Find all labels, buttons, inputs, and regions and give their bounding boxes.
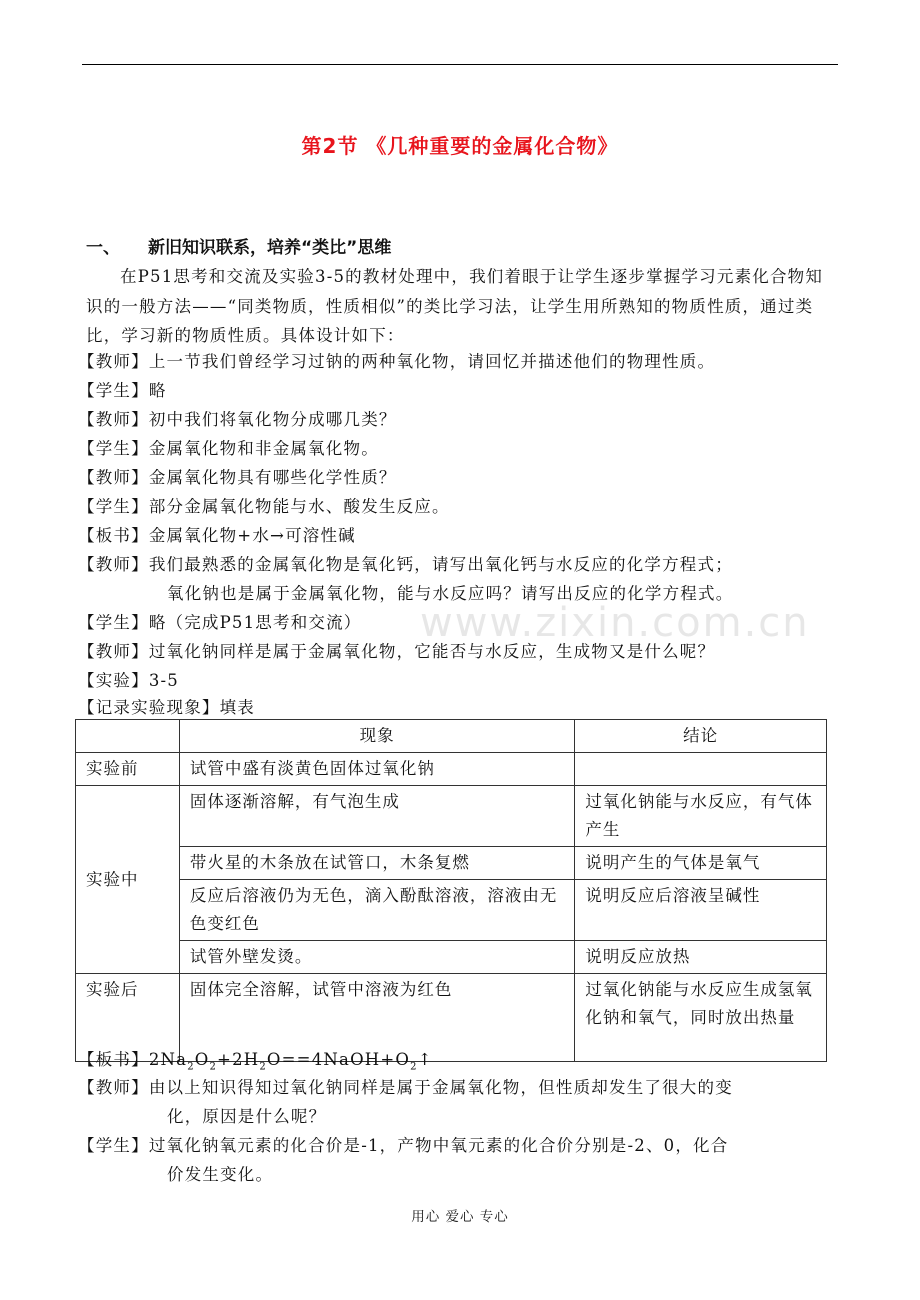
dialogue-continuation: 氧化钠也是属于金属氧化物，能与水反应吗？请写出反应的化学方程式。: [167, 584, 734, 603]
dialogue-tag: 【记录实验现象】: [78, 698, 220, 717]
table-header-cell: 结论: [575, 720, 827, 753]
equation-subscript: 2: [209, 1061, 218, 1073]
phenomenon-cell: 固体完全溶解，试管中溶液为红色: [179, 974, 574, 1062]
stage-cell: 实验后: [76, 974, 180, 1062]
dialogue-tag: 【学生】: [78, 381, 149, 400]
dialogue-tag: 【教师】: [78, 468, 149, 487]
dialogue-line: [78, 522, 356, 546]
experiment-table: [75, 719, 827, 1062]
dialogue-text: 上一节我们曾经学习过钠的两种氧化物，请回忆并描述他们的物理性质。: [148, 352, 716, 371]
dialogue-line: [78, 348, 715, 372]
dialogue-line: [78, 609, 362, 633]
equation-part: 2Na: [148, 1050, 188, 1069]
equation-part: O: [194, 1050, 210, 1069]
dialogue-text: 略（完成P51思考和交流）: [148, 613, 362, 632]
dialogue-tag: 【实验】: [78, 671, 149, 690]
phenomenon-cell: 带火星的木条放在试管口，木条复燃: [179, 847, 574, 880]
dialogue-text: 填表: [219, 698, 256, 717]
dialogue-text: 由以上知识得知过氧化钠同样是属于金属氧化物，但性质却发生了很大的变: [148, 1078, 733, 1097]
table-row: [76, 847, 827, 880]
dialogue-text: 金属氧化物具有哪些化学性质？: [148, 468, 397, 487]
page-title: 第2节 《几种重要的金属化合物》: [301, 134, 619, 158]
equation-part: O==4NaOH+O: [266, 1050, 411, 1069]
table-row: [76, 786, 827, 847]
conclusion-cell: 说明产生的气体是氧气: [575, 847, 827, 880]
section-number: 一、: [86, 238, 120, 258]
dialogue-tag: 【教师】: [78, 352, 149, 371]
dialogue-tag: 【学生】: [78, 439, 149, 458]
conclusion-cell: 过氧化钠能与水反应，有气体产生: [575, 786, 827, 847]
dialogue-line: [78, 667, 179, 691]
dialogue-continuation: 价发生变化。: [167, 1165, 274, 1184]
dialogue-line: [78, 638, 715, 662]
dialogue-text: 部分金属氧化物能与水、酸发生反应。: [148, 497, 450, 516]
dialogue-text: 金属氧化物+水→可溶性碱: [148, 526, 356, 545]
phenomenon-cell: 试管中盛有淡黄色固体过氧化钠: [179, 753, 574, 786]
dialogue-tag: 【教师】: [78, 1078, 149, 1097]
page-footer: 用心 爱心 专心: [411, 1209, 509, 1225]
dialogue-tag: 【学生】: [78, 613, 149, 632]
equation-part: +2H: [217, 1050, 260, 1069]
dialogue-text: 过氧化钠同样是属于金属氧化物，它能否与水反应，生成物又是什么呢？: [148, 642, 716, 661]
conclusion-cell: 说明反应放热: [575, 941, 827, 974]
dialogue-line: [78, 406, 397, 430]
equation-line: [78, 1046, 433, 1072]
dialogue-line: [78, 377, 167, 401]
phenomenon-cell: 固体逐渐溶解，有气泡生成: [179, 786, 574, 847]
equation-subscript: 2: [187, 1061, 195, 1073]
dialogue-text: 过氧化钠氧元素的化合价是-1，产物中氧元素的化合价分别是-2、0，化合: [148, 1136, 729, 1155]
dialogue-line: [78, 1074, 733, 1098]
table-row: [76, 753, 827, 786]
dialogue-text: 3-5: [148, 671, 179, 690]
equation-subscript: 2: [410, 1061, 418, 1073]
table-row: [76, 880, 827, 941]
conclusion-cell: [575, 753, 827, 786]
dialogue-text: 略: [148, 381, 167, 400]
table-header-row: [76, 720, 827, 753]
dialogue-line: [78, 464, 397, 488]
watermark: www.zixin.com.cn: [420, 600, 810, 646]
table-header-cell: 现象: [179, 720, 574, 753]
stage-cell: 实验前: [76, 753, 180, 786]
header-rule: [82, 64, 838, 65]
dialogue-line: [78, 694, 255, 718]
phenomenon-cell: 反应后溶液仍为无色，滴入酚酞溶液，溶液由无色变红色: [179, 880, 574, 941]
dialogue-tag: 【教师】: [78, 642, 149, 661]
dialogue-tag: 【板书】: [78, 526, 149, 545]
dialogue-line: [78, 435, 379, 459]
phenomenon-cell: 试管外壁发烫。: [179, 941, 574, 974]
dialogue-line: [78, 493, 450, 517]
dialogue-text: 我们最熟悉的金属氧化物是氧化钙，请写出氧化钙与水反应的化学方程式；: [148, 555, 733, 574]
conclusion-cell: 说明反应后溶液呈碱性: [575, 880, 827, 941]
dialogue-text: 初中我们将氧化物分成哪几类？: [148, 410, 397, 429]
intro-paragraph: 在P51思考和交流及实验3-5的教材处理中，我们着眼于让学生逐步掌握学习元素化合物知识的一般方法——“同类物质，性质相似”的类比学习法，让学生用所熟知的物质性质，通过类比，学习新的物质性质。具体设计如下：: [86, 267, 824, 345]
dialogue-line: [78, 551, 733, 575]
equation-subscript: 2: [259, 1061, 267, 1073]
section-heading: [86, 233, 391, 258]
dialogue-tag: 【教师】: [78, 410, 149, 429]
dialogue-text: 金属氧化物和非金属氧化物。: [148, 439, 379, 458]
table-row: [76, 941, 827, 974]
chemical-equation: [148, 1050, 433, 1073]
table-header-cell: [76, 720, 180, 753]
dialogue-tag: 【教师】: [78, 555, 149, 574]
dialogue-tag: 【学生】: [78, 497, 149, 516]
dialogue-tag: 【板书】: [78, 1050, 149, 1069]
equation-part: ↑: [417, 1050, 433, 1069]
stage-cell: 实验中: [76, 786, 180, 974]
dialogue-continuation: 化，原因是什么呢？: [167, 1107, 327, 1126]
dialogue-tag: 【学生】: [78, 1136, 149, 1155]
section-title: 新旧知识联系，培养“类比”思维: [148, 238, 392, 258]
conclusion-cell: 过氧化钠能与水反应生成氢氧化钠和氧气，同时放出热量: [575, 974, 827, 1062]
dialogue-line: [78, 1132, 728, 1156]
